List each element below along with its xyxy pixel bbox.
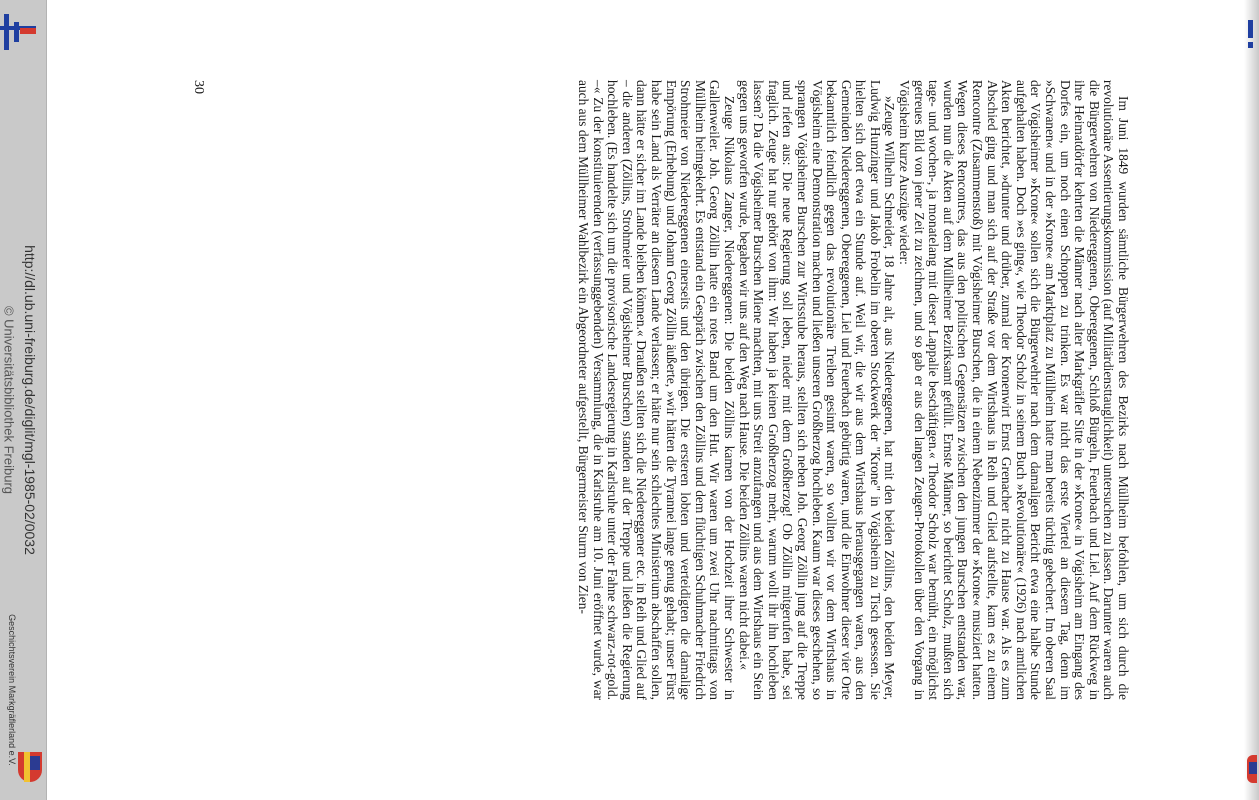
paragraph-1: Im Juni 1849 wurden sämtliche Bürgerwehren des Bezirks nach Müllheim befohlen, um sich durch die revolutionäre Assentierungskommission (auf Militärdiensttauglichkeit) untersuchen zu lassen. Darunter waren auch die Bürgerwehren von Niedereggenen, Obereggenen, Schloß Bürgeln, Feuerbach und Liel. Auf dem Rückweg in ihre Heimatdörfer kehrten die Männer nach alter Markgräfler Sitte in der »Krone« in Vögisheim am Eingang des Dorfes ein, um noch einen Schoppen zu trinken. Es war nicht das erste Viertel an diesem Tag, denn im »Schwanen« und in der »Krone« am Marktplatz zu Müllheim hatte man bereits tüchtig gebechert. Im oberen Saal der Vögisheimer »Krone« sollen sich die Bürgerwehrler nach dem damaligen Bericht etwa eine halbe Stunde aufgehalten haben. Doch »es ging«, wie Theodor Scholz in seinem Buch »Revolutionäre« (1926) nach amtlichen Akten berichtet, »drunter und drüber, zumal der Kronenwirt Ernst Grenacher nicht zu Hause war. Als es zum Abschied ging und man sich auf der Straße vor dem Wirtshaus in Reih und Glied aufstellte, kam es zu einem Rencontre (Zusammenstoß) mit Vögisheimer Burschen, die in einem Nebenzimmer der »Krone« musiziert hatten. Wegen dieses Rencontres, das aus den politischen Gegensätzen zwischen den jungen Burschen entstanden war, wurden nun die Akten auf dem Müllheimer Bezirksamt gefüllt. Ernste Männer, so berichtet Scholz, mußten sich tage- und wochen-, ja monatelang mit dieser Lappalie beschäftigen.« Theodor Scholz war bemüht, ein möglichst getreues Bild von jener Zeit zu zeichnen, und so gab er aus den langen Zeugen-Protokollen über den Vorgang in Vögisheim kurze Auszüge wieder: (897, 80, 1131, 700)
paragraph-3: Zeuge Nikolaus Zanger, Niedereggenen: Die beiden Zöllins kamen von der Hochzeit ihrer Schwester in Gallenweiler. Joh. Georg Zöllin hatte ein rotes Band um den Hut. Wir waren um zwei Uhr nachmittags von Müllheim heimgekehrt. Es entstand ein Gespräch zwischen den Zöllins und dem flüchtigen Schuhmacher Friedrich Strohmeier von Niedereggenen einerseits und den übrigen. Die ersteren lobten und verteidigten die damalige Empörung (Erhebung) und Johann Georg Zöllin äußerte, »wir hätten die Tyrannei lange genug gehabt; unser Fürst habe sein Land als Verräter an diesem Lande verlassen; er hätte nur sein schlechtes Ministerium abschaffen sollen, dann hätte er sicher im Lande bleiben können.« Draußen stellten sich die Niedereggener etc. in Reih und Glied auf – die anderen (Zöllins, Strohmeier und Vögisheimer Burschen) standen auf der Treppe und ließen die Regierung hochleben. (Es handelte sich um die provisorische Landesregierung in Karlsruhe unter der Fahne schwarz-rot-gold. –« Zu der konstituierenden (verfassunggebenden) Versammlung, die in Karlsruhe am 10. Juni eröffnet wurde, war auch aus dem Müllheimer Wahlbezirk ein Abgeordneter aufgestellt, Bürgermeister Sturm von Zien- (576, 80, 737, 700)
paragraph-2: »Zeuge Wilhelm Schneider, 18 Jahre alt, aus Niedereggenen, hat mit den beiden Zöllins, den beiden Meyer, Ludwig Hunzinger und Jakob Frobelin im oberen Stockwerk der "Krone" in Vögisheim zu Tisch gesessen. Sie hielten sich dort etwa ein Stunde auf. Weil wir, die wir aus dem Wirtshaus herausgegangen waren, aus den Gemeinden Niedereggenen, Obereggenen, Liel und Feuerbach gebürtig waren, und die Einwohner dieser vier Orte bekanntlich feindlich gegen das revolutionäre Treiben gesinnt waren, so wollten wir vor dem Wirtshaus in Vögisheim eine Demonstration machen und ließen unseren Großherzog hochleben. Kaum war dieses geschehen, so sprangen Vögisheimer Burschen zur Wirtsstube heraus, stellten sich neben Joh. Georg Zöllin jung auf die Treppe und riefen aus: Die neue Regierung soll leben, nieder mit dem Großherzog! Ob Zöllin mitgerufen habe, sei fraglich. Zeuge hat nur gehört von ihm: Wir haben ja keinen Großherzog mehr, warum wollt ihr ihn hochleben lassen? Da die Vögisheimer Burschen Miene machten, mit uns Streit anzufangen und aus dem Wirtshaus ein Stein gegen uns geworfen wurde, begaben wir uns auf den Weg nach Hause. Die beiden Zöllins waren nicht dabei.« (736, 80, 898, 700)
viewer-right-margin (1244, 0, 1259, 800)
coat-of-arms-icon (18, 752, 42, 782)
mirrored-logo-mark (1248, 42, 1253, 48)
page-number: 30 (191, 80, 206, 94)
copyright-notice: © Universitätsbibliothek Freiburg (1, 305, 17, 495)
scanned-book-page (192, 80, 1132, 700)
mirrored-logo-icon (1248, 20, 1253, 38)
mirrored-coat-shield (1249, 762, 1257, 774)
library-logo-icon (0, 14, 36, 50)
source-url[interactable]: http://dl.ub.uni-freiburg.de/diglit/mgl-1985-02/0032 (22, 245, 38, 555)
society-name: Geschichtsverein Markgräflerland e.V. (7, 614, 17, 766)
